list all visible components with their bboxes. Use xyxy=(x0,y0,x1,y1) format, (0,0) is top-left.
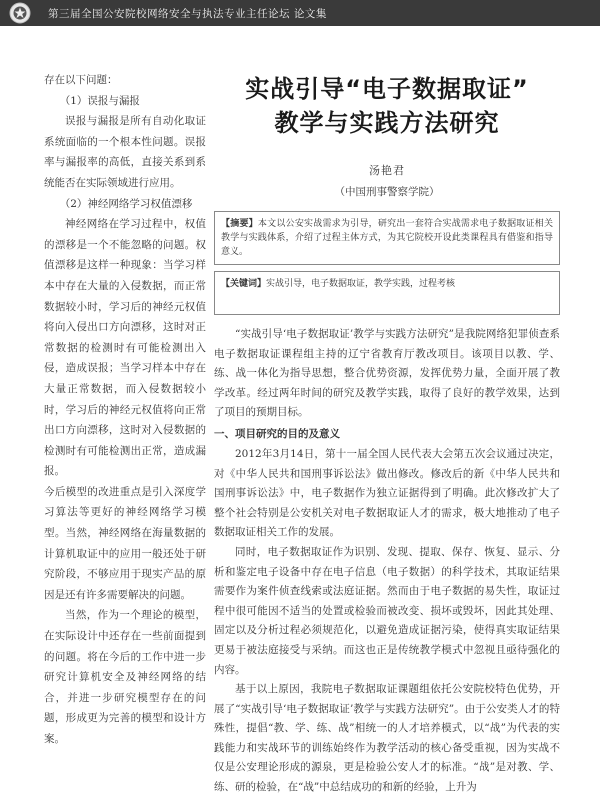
header-title: 第三届全国公安院校网络安全与执法专业主任论坛 论文集 xyxy=(48,7,327,20)
left-paragraph: 存在以下问题： xyxy=(44,74,118,86)
left-paragraph: 今后模型的改进重点是引入深度学习算法等更好的神经网络学习模型。当然，神经网络在海量数据的计算机取证中的应用一般还处于研究阶段，不够应用于现实产品的原因是还有许多需要解决的问题。 xyxy=(44,485,206,601)
police-emblem-icon xyxy=(0,0,40,26)
abstract-label: 【摘要】 xyxy=(221,219,258,229)
abstract-box xyxy=(214,211,560,265)
body-paragraph: 2012年3月14日，第十一届全国人民代表大会第五次会议通过决定，对《中华人民共和国刑事诉讼法》做出修改。修改后的新《中华人民共和国刑事诉讼法》中，电子数据作为独立证据得到了明确。此次修改扩大了整个社会特别是公安机关对电子数据取证人才的需求，极大地推动了电子数据取证相关工作的发展。 xyxy=(214,447,560,539)
left-paragraph: 当然，作为一个理论的模型，在实际设计中还存在一些前面提到的问题。将在今后的工作中进一步研究计算机安全及神经网络的结合，并进一步研究模型存在的问题，形成更为完善的模型和设计方案。 xyxy=(44,609,206,745)
left-column xyxy=(44,70,206,750)
intro-paragraph: “实战引导‘电子数据取证’教学与实践方法研究”是我院网络犯罪侦查系电子数据取证课程组主持的辽宁省教育厅教改项目。该项目以教、学、练、战一体化为指导思想，整合优势资源，发挥优势力量，全面开展了教学改革。经过两年时间的研究及教学实践，取得了良好的教学效果，达到了项目的预期目标。 xyxy=(214,328,560,419)
article-title-line2: 教学与实践方法研究 xyxy=(274,109,500,137)
article-title-line1: 实战引导“电子数据取证” xyxy=(245,75,529,103)
keywords-text: 实战引导，电子数据取证，教学实践，过程考核 xyxy=(266,279,456,289)
body-paragraph: 同时，电子数据取证作为识别、发现、提取、保存、恢复、显示、分析和鉴定电子设备中存在电子信息（电子数据）的科学技术，其取证结果需要作为案件侦查线索或法庭证据。然而由于电子数据的易失性，取证过程中很可能因不适当的处置或检验而被改变、损坏或毁坏，因此其处理、固定以及分析过程必须规范化，以避免造成证据污染，使得真实取证结果更易于被法庭接受与采纳。而这也正是传统教学模式中忽视且亟待强化的内容。 xyxy=(214,545,560,676)
keywords-label: 【关键词】 xyxy=(221,279,267,289)
keywords-box xyxy=(214,271,560,315)
article-body xyxy=(214,325,560,798)
left-paragraph: 神经网络在学习过程中，权值的漂移是一个不能忽略的问题。权值漂移是这样一种现象：当学习样本中存在大量的入侵数据，而正常数据较小时，学习后的神经元权值将向入侵出口方向漂移，这时对正常数据的检测时有可能检测出入侵，造成误报；当学习样本中存在大量正常数据，而入侵数据较小时，学习后的神经元权值将向正常出口方向漂移，这时对入侵数据的检测时有可能检测出正常，造成漏报。 xyxy=(44,218,206,478)
right-column xyxy=(214,70,560,798)
body-paragraph: 基于以上原因，我院电子数据取证课题组依托公安院校特色优势，开展了“实战引导‘电子数据取证’教学与实践方法研究”。由于公安类人才的特殊性，提倡“教、学、练、战”相统一的人才培养模式，以“战”为代表的实践能力和实战环节的训练始终作为教学活动的核心备受重视，因为实战不仅是公安理论形成的源泉，更是检验公安人才的标准。“战”是对教、学、练、研的检验，在“战”中总结成功的和新的经验，上升为 xyxy=(214,683,560,794)
abstract-text: 本文以公安实战需求为引导，研究出一套符合实战需求电子数据取证相关教学与实践体系，介绍了过程主体方式，为其它院校开设此类课程具有借鉴和指导意义。 xyxy=(221,219,553,257)
article-author: 汤艳君 xyxy=(369,164,405,177)
left-paragraph: 误报与漏报是所有自动化取证系统面临的一个根本性问题。误报率与漏报率的高低，直接关系到系统能否在实际领域进行应用。 xyxy=(44,115,206,189)
page-header xyxy=(0,0,600,26)
section-heading: 一、项目研究的目的及意义 xyxy=(214,427,340,440)
left-subheading: （2）神经网络学习权值漂移 xyxy=(59,197,193,210)
article-affiliation: （中国刑事警察学院） xyxy=(334,186,440,198)
left-subheading: （1）误报与漏报 xyxy=(59,94,140,107)
